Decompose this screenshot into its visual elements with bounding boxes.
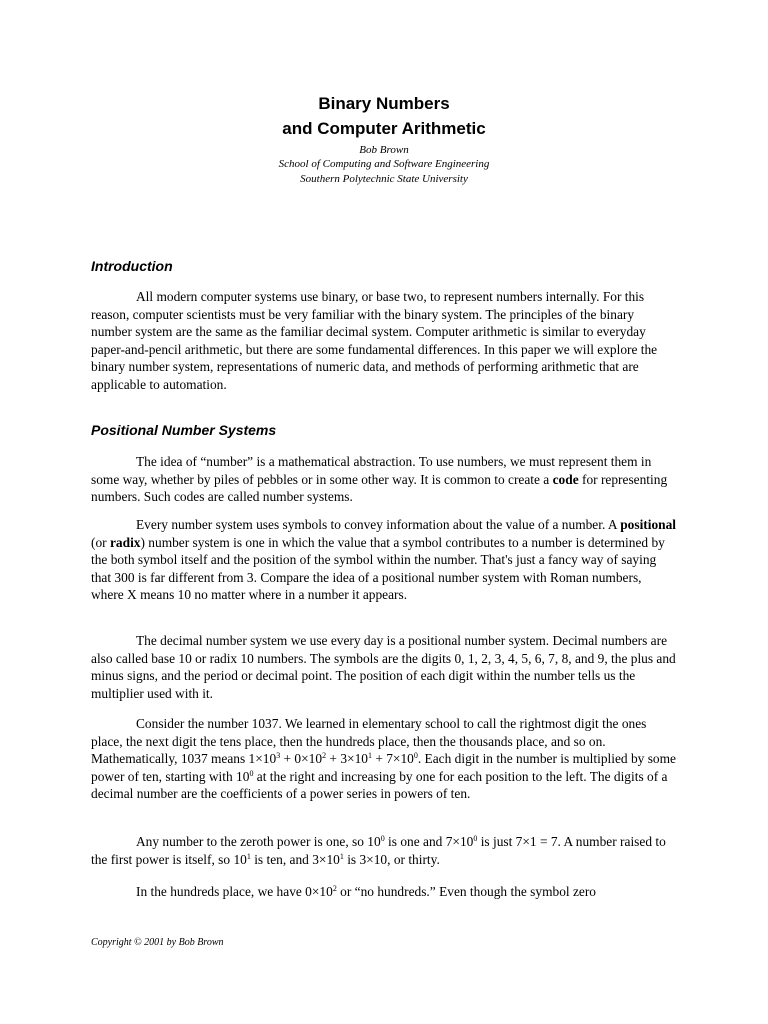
text-span: at the right and increasing by one for each position to the left. The digits of a decimal number are the coefficients of a power series in powers of ten.: [91, 768, 668, 801]
text-span: Every number system uses symbols to convey information about the value of a number. A: [136, 517, 617, 532]
superscript: 3: [276, 751, 281, 760]
superscript: 2: [332, 884, 337, 893]
text-span: + 7×10: [371, 751, 414, 766]
bold-term-code: code: [552, 471, 579, 487]
text-span: The idea of “number” is a mathematical abstraction. To use numbers, we must represent them in some way, whether by piles of pebbles or in some other way. It is common to create a: [91, 454, 652, 487]
positional-paragraph-4: [91, 715, 677, 803]
superscript: 0: [413, 751, 418, 760]
text-span: ) number system is one in which the value that a symbol contributes to a number is determined by the both symbol itself and the position of the symbol within the number. That's just a fancy way of saying that 300 is far different from 3. Compare the idea of a positional number system with Roman numbers, where X means 10 no matter where in a number it appears.: [91, 534, 665, 602]
text-span: + 3×10: [326, 751, 368, 766]
text-span: is ten, and 3×10: [250, 851, 340, 867]
superscript: 1: [367, 751, 372, 760]
text-span: is 3×10, or thirty.: [343, 851, 440, 867]
section-heading-positional: Positional Number Systems: [91, 422, 277, 438]
superscript: 2: [322, 751, 327, 760]
copyright-footer: Copyright © 2001 by Bob Brown: [91, 937, 224, 948]
positional-paragraph-2: [91, 516, 677, 604]
superscript: 1: [246, 851, 251, 861]
text-span: (or: [91, 534, 107, 550]
text-span: . Each digit in the number is multiplied by some power of ten, starting with 10: [91, 751, 676, 784]
text-span: for representing numbers. Such codes are called number systems.: [91, 471, 668, 504]
positional-paragraph-6: [91, 883, 677, 901]
paper-title-line-2: and Computer Arithmetic: [282, 119, 486, 138]
superscript: 0: [380, 834, 385, 843]
text-span: is one and 7×10: [384, 834, 474, 849]
text-span: In the hundreds place, we have 0×10: [136, 884, 333, 899]
author-name: Bob Brown: [359, 144, 409, 156]
bold-term-positional: positional: [620, 517, 677, 532]
author-university: Southern Polytechnic State University: [300, 173, 468, 185]
positional-paragraph-5: [91, 833, 677, 868]
intro-paragraph: All modern computer systems use binary, or base two, to represent numbers internally. For this reason, computer scientists must be very familiar with the binary system. The principles of the binary number system are the same as the familiar decimal system. Computer arithmetic is similar to everyday paper-and-pencil arithmetic, but there are some fundamental differences. In this paper we will explore the binary number system, representations of numeric data, and methods of performing arithmetic that are applicable to automation.: [91, 289, 658, 392]
text-span: or “no hundreds.” Even though the symbol zero: [336, 884, 597, 899]
positional-paragraph-3: The decimal number system we use every day is a positional number system. Decimal numbers are also called base 10 or radix 10 numbers. The symbols are the digits 0, 1, 2, 3, 4, 5, 6, 7, 8, and 9, the plus and minus signs, and the period or decimal point. The position of each digit within the number tells us the multiplier used with it.: [91, 633, 676, 701]
text-span: Consider the number 1037. We learned in elementary school to call the rightmost digit the ones place, the next digit the tens place, then the hundreds place, then the thousands place, and so on. Mathematically, 1037 means 1×10: [91, 716, 647, 766]
bold-term-radix: radix: [109, 534, 141, 550]
text-span: + 0×10: [280, 751, 323, 766]
paper-title-line-1: Binary Numbers: [318, 94, 450, 113]
superscript: 0: [249, 768, 254, 778]
author-department: School of Computing and Software Engineering: [278, 158, 490, 170]
superscript: 0: [473, 834, 478, 843]
section-heading-introduction: Introduction: [91, 258, 173, 274]
positional-paragraph-1: [91, 453, 677, 506]
text-span: Any number to the zeroth power is one, so 10: [136, 834, 381, 849]
superscript: 1: [339, 851, 344, 861]
text-span: is just 7×1 = 7. A number raised to the first power is itself, so 10: [91, 834, 666, 867]
